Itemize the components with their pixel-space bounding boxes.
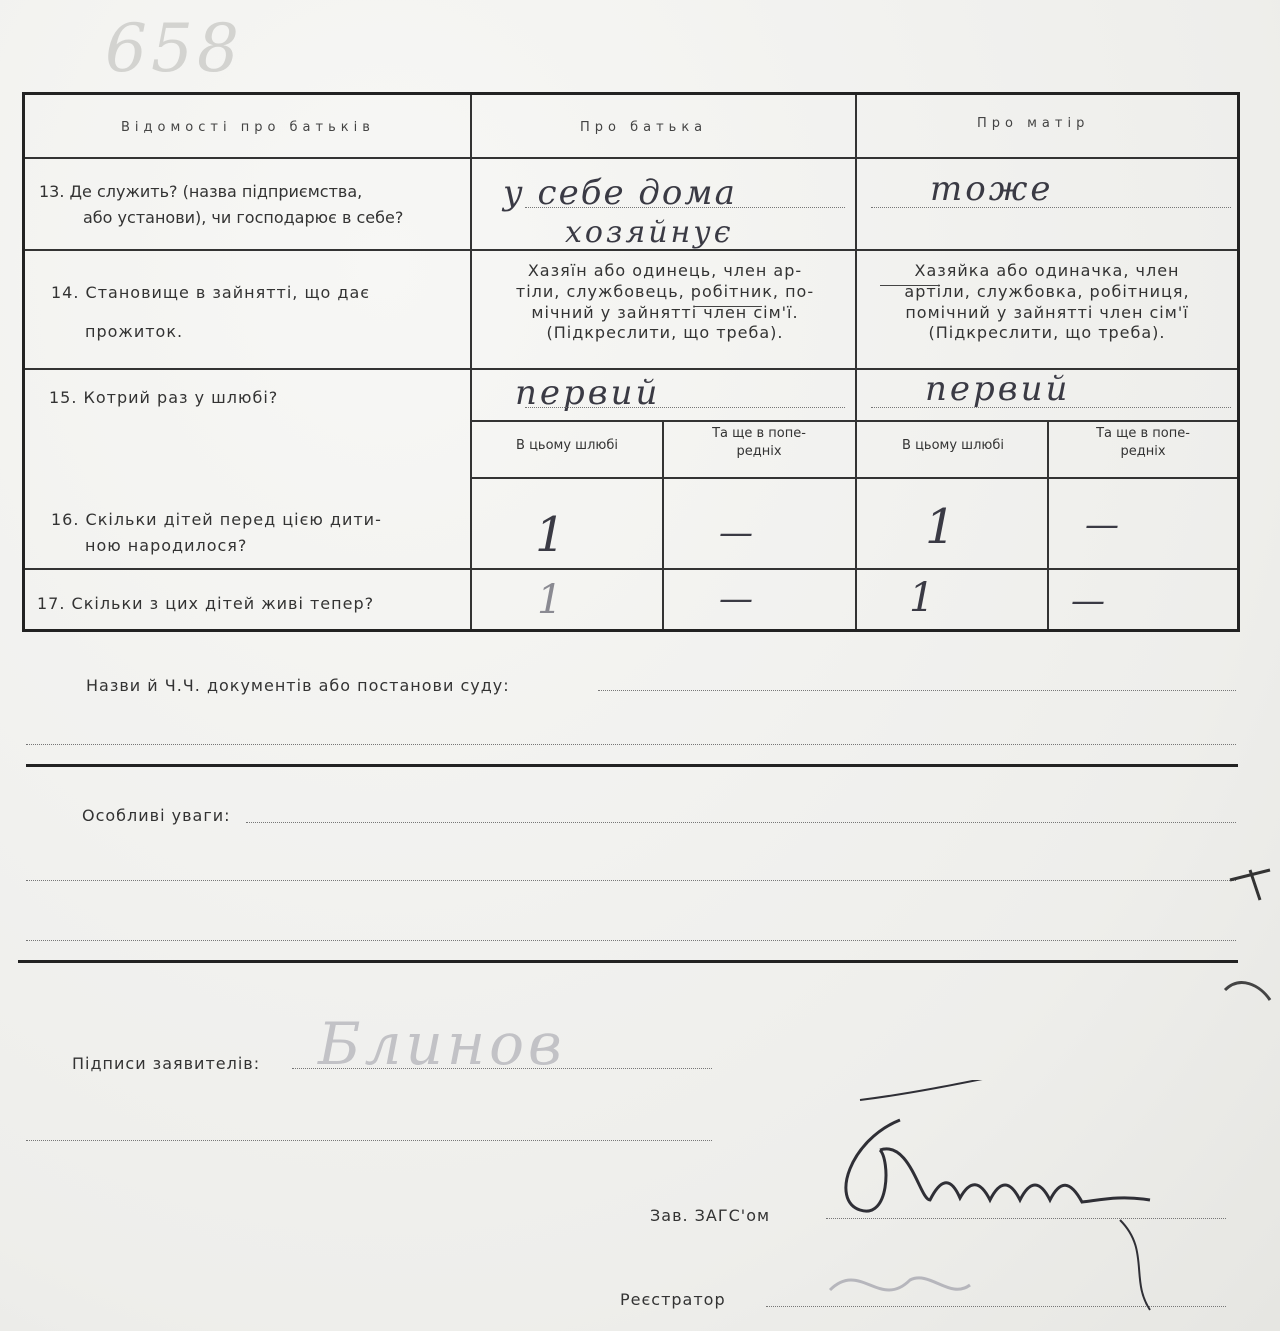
row14-father-line2: тіли, службовець, робітник, по- [515, 281, 815, 301]
edge-marks [1220, 860, 1280, 1040]
notes-dotted-line-2 [26, 880, 1236, 881]
applicant-signature: Блинов [318, 1010, 566, 1078]
row14-father-line4: (Підкреслити, що треба). [546, 323, 784, 343]
section-separator [26, 764, 1238, 767]
row15-mother-handwritten: первий [925, 369, 1071, 409]
row17-mother-this: 1 [909, 575, 935, 621]
row13-label-line1: 13. Де служить? (назва підприємства, [39, 182, 363, 201]
row13-mother-handwritten: тоже [930, 169, 1054, 209]
row14-mother-options [867, 261, 1227, 344]
underline-robitnyk [694, 306, 762, 307]
row-divider [470, 420, 1237, 422]
signatures-label: Підписи заявителів: [72, 1054, 261, 1073]
subheader-previous-line1: Та ще в попе- [712, 426, 806, 441]
row16-father-prev: — [719, 513, 753, 553]
subheader-previous-line2: редніх [1120, 443, 1166, 459]
subheader-this-marriage-father: В цьому шлюбі [516, 438, 618, 453]
row13-father-dotted-line [525, 207, 845, 208]
underline-khazyaika [880, 285, 940, 286]
row13-father-handwritten: у себе дома [503, 173, 737, 213]
header-parents-info: Відомості про батьків [121, 120, 375, 135]
row14-father-line1: Хазяїн або одинець, член ар- [527, 261, 803, 280]
row13-mother-dotted-line [871, 207, 1231, 208]
col-divider [470, 95, 472, 629]
row17-father-prev: — [719, 579, 753, 619]
row17-mother-prev: — [1071, 581, 1105, 621]
signature-dotted-line [292, 1068, 712, 1069]
subheader-previous-mother [1053, 425, 1233, 460]
row16-mother-this: 1 [925, 499, 956, 555]
head-signature [820, 1080, 1240, 1330]
row-divider [25, 157, 1237, 159]
notes-label: Особливі уваги: [82, 806, 231, 825]
row15-label: 15. Котрий раз у шлюбі? [49, 388, 279, 407]
signature-dotted-line-2 [26, 1140, 712, 1141]
documents-dotted-line-2 [26, 744, 1236, 745]
row14-mother-line2: артіли, службовка, робітниця, [904, 281, 1190, 301]
archive-number: 658 [105, 10, 243, 87]
subheader-previous-line2: редніх [736, 443, 782, 459]
head-label: Зав. ЗАГС'ом [650, 1206, 771, 1225]
row17-father-this: 1 [537, 577, 563, 623]
row17-label: 17. Скільки з цих дітей живі тепер? [37, 594, 375, 613]
documents-label: Назви й Ч.Ч. документів або постанови суду: [86, 676, 510, 695]
row14-label-line2: прожиток. [85, 322, 184, 341]
row14-label-line1: 14. Становище в зайнятті, що дає [51, 283, 371, 302]
col-divider [855, 95, 857, 629]
notes-dotted-line-3 [26, 940, 1236, 941]
row14-father-options [480, 261, 850, 344]
row14-mother-line3: помічний у зайнятті член сім'ї [905, 302, 1189, 322]
row16-father-this: 1 [535, 507, 566, 563]
row13-father-handwritten-2: хозяйнує [565, 215, 734, 250]
row15-mother-dotted-line [871, 407, 1231, 408]
parents-info-table [22, 92, 1240, 632]
notes-dotted-line [246, 822, 1236, 823]
row-divider [25, 568, 1237, 570]
row14-mother-line4: (Підкреслити, що треба). [928, 323, 1166, 343]
subheader-this-marriage-mother: В цьому шлюбі [902, 438, 1004, 453]
row16-mother-prev: — [1085, 505, 1119, 545]
header-father: Про батька [580, 120, 708, 135]
col-divider [1047, 420, 1049, 629]
row13-label-line2: або установи), чи господарює в себе? [83, 208, 404, 227]
row16-label-line2: ною народилося? [85, 536, 248, 555]
row15-father-dotted-line [525, 407, 845, 408]
row14-father-line3: мічний у зайнятті член сім'ї. [531, 302, 799, 322]
documents-dotted-line [598, 690, 1236, 691]
subheader-previous-line1: Та ще в попе- [1096, 426, 1190, 441]
row15-father-handwritten: первий [515, 373, 661, 413]
row-divider [470, 477, 1237, 479]
section-separator [18, 960, 1238, 963]
row16-label-line1: 16. Скільки дітей перед цією дити- [51, 510, 382, 529]
col-divider [662, 420, 664, 629]
row14-mother-line1: Хазяйка або одиначка, член [914, 261, 1180, 280]
registrar-label: Реєстратор [620, 1290, 726, 1309]
subheader-previous-father [669, 425, 849, 460]
header-mother: Про матір [977, 116, 1090, 131]
